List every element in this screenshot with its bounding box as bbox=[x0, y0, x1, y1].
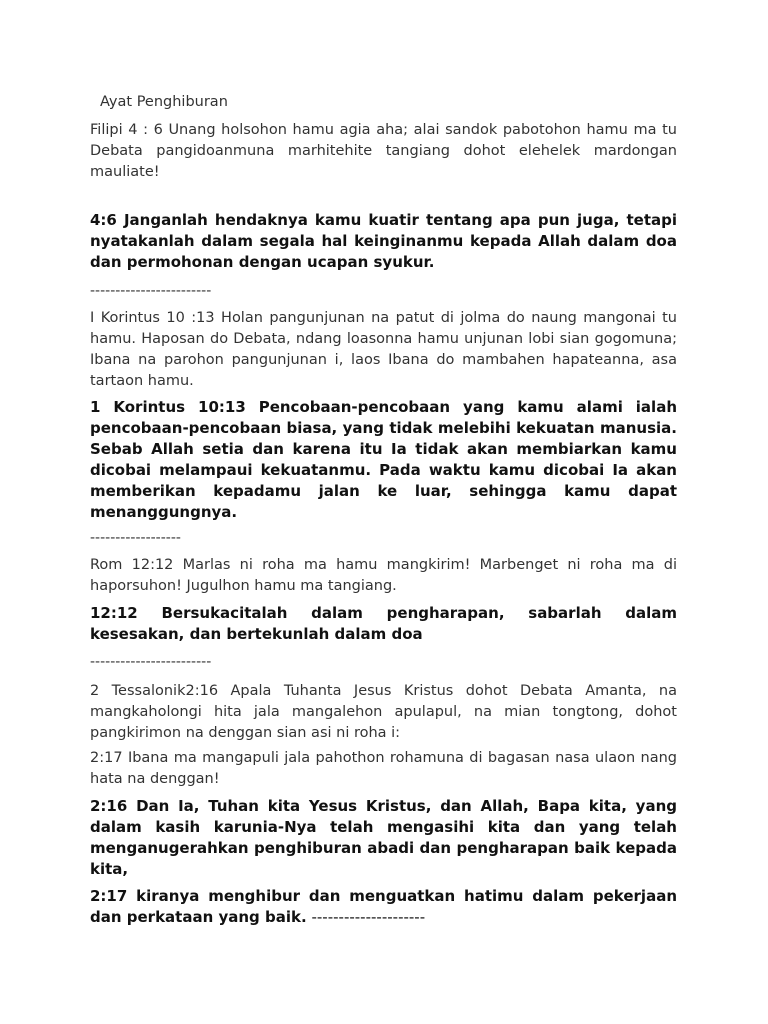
indonesian-verse-korintus: 1 Korintus 10:13 Pencobaan-pencobaan yang kamu alami ialah pencobaan-pencobaan biasa, yang tidak melebihi kekuatan manusia. Sebab Allah setia dan karena itu Ia tidak akan membiarkan kamu dicobai melampaui kekuatanmu. Pada waktu kamu dicobai Ia akan memberikan kepadamu jalan ke luar, sehingga kamu dapat menanggungnya. bbox=[90, 398, 677, 521]
indonesian-verse-text: 2:17 kiranya menghibur dan menguatkan hatimu dalam pekerjaan dan perkataan yang baik. bbox=[90, 887, 677, 926]
separator-line: ------------------------ bbox=[90, 283, 212, 299]
batak-verse-filipi: Filipi 4 : 6 Unang holsohon hamu agia aha; alai sandok pabotohon hamu ma tu Debata pangidoanmuna marhitehite tangiang dohot elehelek mardongan mauliate! bbox=[90, 122, 677, 180]
separator-line: ------------------ bbox=[90, 530, 181, 546]
separator-line: --------------------- bbox=[306, 908, 426, 926]
batak-verse-rom: Rom 12:12 Marlas ni roha ma hamu mangkirim! Marbenget ni roha ma di haporsuhon! Jugulhon hamu ma tangiang. bbox=[90, 557, 677, 594]
indonesian-verse-tessalonika-16: 2:16 Dan Ia, Tuhan kita Yesus Kristus, dan Allah, Bapa kita, yang dalam kasih karunia-Nya telah mengasihi kita dan yang telah menganugerahkan penghiburan abadi dan pengharapan baik kepada kita, bbox=[90, 797, 677, 878]
indonesian-verse-rom: 12:12 Bersukacitalah dalam pengharapan, sabarlah dalam kesesakan, dan bertekunlah dalam doa bbox=[90, 604, 677, 643]
batak-verse-tessalonika-16: 2 Tessalonik2:16 Apala Tuhanta Jesus Kristus dohot Debata Amanta, na mangkaholongi hita jala mangalehon apulapul, na mian tongtong, dohot pangkirimon na denggan sian asi ni roha i: bbox=[90, 683, 677, 741]
separator-line: ------------------------ bbox=[90, 654, 212, 670]
batak-verse-korintus: I Korintus 10 :13 Holan pangunjunan na patut di jolma do naung mangonai tu hamu. Haposan do Debata, ndang loasonna hamu unjunan lobi sian gogomuna; Ibana na parohon pangunjunan i, laos Ibana do mambahen hapateanna, asa tartaon hamu. bbox=[90, 310, 677, 389]
indonesian-verse-tessalonika-17 bbox=[90, 886, 677, 928]
indonesian-verse-filipi: 4:6 Janganlah hendaknya kamu kuatir tentang apa pun juga, tetapi nyatakanlah dalam segala hal keinginanmu kepada Allah dalam doa dan permohonan dengan ucapan syukur. bbox=[90, 211, 677, 271]
batak-verse-tessalonika-17: 2:17 Ibana ma mangapuli jala pahothon rohamuna di bagasan nasa ulaon nang hata na denggan! bbox=[90, 750, 677, 787]
page-title: Ayat Penghiburan bbox=[100, 94, 228, 110]
